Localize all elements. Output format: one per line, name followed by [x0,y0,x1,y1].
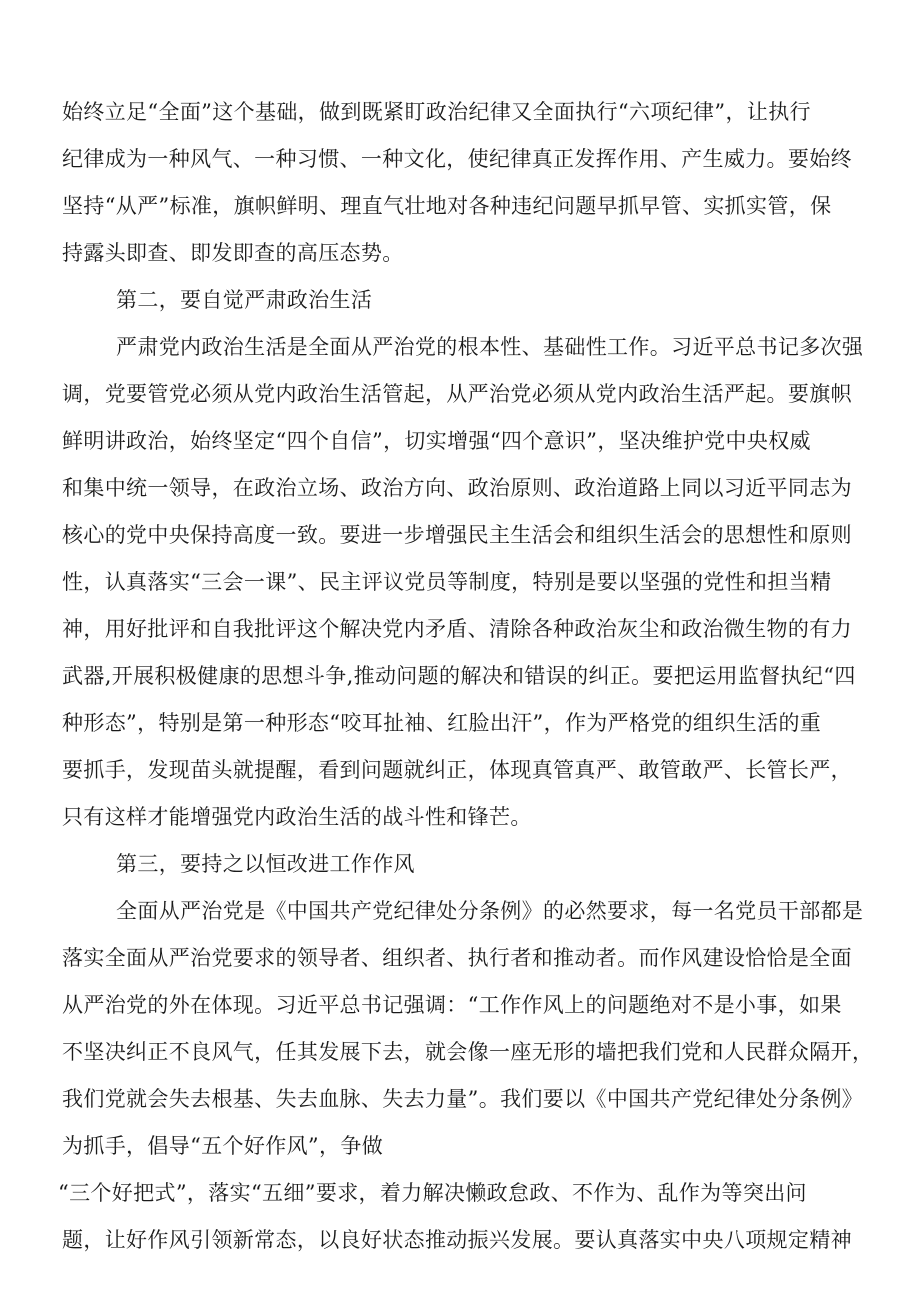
paragraph-line: 纪律成为一种风气、一种习惯、一种文化，使纪律真正发挥作用、产生威力。要始终 [62,147,852,171]
paragraph-line: 武器,开展积极健康的思想斗争,推动问题的解决和错误的纠正。要把运用监督执纪“四 [62,664,856,688]
paragraph-line: 落实全面从严治党要求的领导者、组织者、执行者和推动者。而作风建设恰恰是全面 [62,946,852,970]
paragraph-line: 不坚决纠正不良风气，任其发展下去，就会像一座无形的墙把我们党和人民群众隔开， [62,1040,874,1064]
paragraph-line: 坚持“从严”标准，旗帜鲜明、理直气壮地对各种违纪问题早抓早管、实抓实管，保 [62,194,832,218]
paragraph-line: 鲜明讲政治，始终坚定“四个自信”，切实增强“四个意识”，坚决维护党中央权威 [62,429,811,453]
paragraph-line: 我们党就会失去根基、失去血脉、失去力量”。我们要以《中国共产党纪律处分条例》 [62,1087,864,1111]
paragraph-line: 只有这样才能增强党内政治生活的战斗性和锋芒。 [62,805,532,829]
paragraph-line: 始终立足“全面”这个基础，做到既紧盯政治纪律又全面执行“六项纪律”，让执行 [62,100,811,124]
paragraph-line: 全面从严治党是《中国共产党纪律处分条例》的必然要求，每一名党员干部都是 [116,899,864,923]
paragraph-line: 性，认真落实“三会一课”、民主评议党员等制度，特别是要以坚强的党性和担当精 [62,570,832,594]
paragraph-line: 神，用好批评和自我批评这个解决党内矛盾、清除各种政治灰尘和政治微生物的有力 [62,617,852,641]
paragraph-line: 题，让好作风引领新常态，以良好状态推动振兴发展。要认真落实中央八项规定精神 [62,1228,852,1252]
paragraph-line: 调，党要管党必须从党内政治生活管起，从严治党必须从党内政治生活严起。要旗帜 [62,382,852,406]
paragraph-line: 和集中统一领导，在政治立场、政治方向、政治原则、政治道路上同以习近平同志为 [62,476,852,500]
paragraph-line: 从严治党的外在体现。习近平总书记强调：“工作作风上的问题绝对不是小事，如果 [62,993,842,1017]
paragraph-line: 为抓手，倡导“五个好作风”，争做 [62,1134,384,1158]
paragraph-line: 核心的党中央保持高度一致。要进一步增强民主生活会和组织生活会的思想性和原则 [62,523,852,547]
section-heading: 第二，要自觉严肃政治生活 [116,288,373,312]
paragraph-line: 持露头即查、即发即查的高压态势。 [62,241,404,265]
paragraph-line: “三个好把式”，落实“五细”要求，着力解决懒政怠政、不作为、乱作为等突出问 [58,1181,807,1205]
paragraph-line: 要抓手，发现苗头就提醒，看到问题就纠正，体现真管真严、敢管敢严、长管长严， [62,758,852,782]
section-heading: 第三，要持之以恒改进工作作风 [116,852,415,876]
paragraph-line: 严肃党内政治生活是全面从严治党的根本性、基础性工作。习近平总书记多次强 [116,335,864,359]
paragraph-line: 种形态”，特别是第一种形态“咬耳扯袖、红脸出汗”，作为严格党的组织生活的重 [62,711,822,735]
